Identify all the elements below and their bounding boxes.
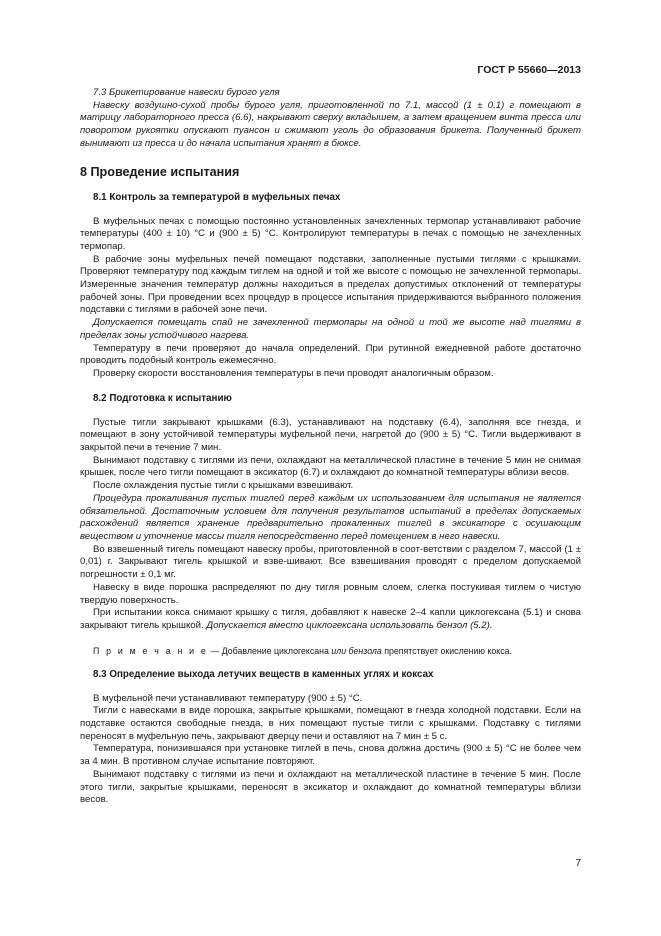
section-8-2-paragraph-3: После охлаждения пустые тигли с крышками взвешивают.: [93, 480, 354, 492]
section-8-1-paragraph-3: Допускается помещать спай не зачехленной термопары на одной и той же высоте над тиглями в пределах зоны устойчивого нагрева.: [80, 317, 581, 341]
page-number: 7: [575, 858, 581, 869]
section-8-1-paragraph-4: Температуру в печи проверяют до начала определений. При рутинной ежедневной работе достаточно проводить подобный контроль ежемесячно.: [80, 342, 581, 367]
section-8-2-paragraph-6: Навеску в виде порошка распределяют по дну тигля ровным слоем, слегка постукивая тиглем о чистую твердую поверхность.: [80, 581, 581, 606]
section-8-3-heading: 8.3 Определение выхода летучих веществ в каменных углях и коксах: [93, 668, 434, 680]
section-7-3-title: 7.3 Брикетирование навески бурого угля: [93, 87, 280, 98]
section-8-3-paragraph-1: В муфельной печи устанавливают температуру (900 ± 5) °С.: [93, 692, 363, 704]
section-8-3-paragraph-3: Температура, понизившаяся при установке тиглей в печь, снова должна достичь (900 ± 5) °С не более чем за 4 мин. В противном случае испытание повторяют.: [80, 743, 581, 768]
section-8-2-paragraph-4: Процедура прокаливания пустых тиглей перед каждым их использованием для испытания не является обязательной. Достаточным условием для получения результатов испытаний в пределах допускаемых расхождений является хранение предварительно прокаленных тиглей в эксикаторе с осушающим веществом и уточнение массы тигля непосредственно перед помещением в него навески.: [80, 492, 581, 542]
section-8-3-paragraph-2: Тигли с навесками в виде порошка, закрытые крышками, помещают в гнезда холодной подставки. Если на подставке остаются свободные гнезда, в них помещают пустые тигли с крышками. Подставку с тиглями переносят в муфельную печь, закрывают дверцу печи и оставляют на 7 мин ± 5 с.: [80, 705, 581, 742]
note-text-2: препятствует окислению кокса.: [381, 645, 512, 656]
section-8-1-paragraph-5: Проверку скорости восстановления температуры в печи проводят аналогичным образом.: [93, 367, 494, 379]
section-8-2-paragraph-5: Во взвешенный тигель помещают навеску пробы, приготовленной в соот-ветствии с разделом 7, массой (1 ± 0,01) г. Закрывают тигель крышкой и взве-шивают. Все взвешивания проводят с пределом допускаемой погрешности ± 0,1 мг.: [80, 543, 581, 581]
document-body: [80, 80, 581, 807]
note-text-italic: или бензола: [331, 645, 382, 656]
section-8-1-heading: 8.1 Контроль за температурой в муфельных печах: [93, 191, 341, 203]
paragraph-7-text: При испытании кокса снимают крышку с тигля, добавляют к навеске 2–4 капли циклогексана (5.1) и снова закрывают тигель крышкой.: [80, 607, 581, 631]
standard-header: ГОСТ Р 55660—2013: [477, 64, 581, 76]
note-label: П р и м е ч а н и е: [93, 645, 209, 656]
section-8-2-paragraph-7: [80, 607, 581, 632]
section-8-heading: 8 Проведение испытания: [80, 164, 240, 179]
section-8-1-paragraph-2: В рабочие зоны муфельных печей помещают подставки, заполненные пустыми тиглями с крышками. Проверяют температуру под каждым тиглем на одной и той же высоте с помощью не зачехленной термопары. Измеренные значения температур должны находиться в пределах допустимых отклонений от температуры рабочей зоны. При проведении всех процедур в процессе испытания придерживаются выбранного положения подставки с тиглями в рабочей зоне печи.: [80, 253, 581, 316]
section-8-2-paragraph-2: Вынимают подставку с тиглями из печи, охлаждают на металлической пластине в течение 5 мин не снимая крышек, после чего тигли помещают в эксикатор (6.7) и охлаждают до комнатной температуры вблизи весов.: [80, 454, 581, 479]
section-8-1-paragraph-1: В муфельных печах с помощью постоянно установленных зачехленных термопар устанавливают рабочие температуры (400 ± 10) °С и (900 ± 5) °С. Контролируют температуры в печах с помощью не зачехленных термопар.: [80, 215, 581, 252]
section-8-2-paragraph-1: Пустые тигли закрывают крышками (6.3), устанавливают на подставку (6.4), заполняя все гнезда, и помещают в зону устойчивой температуры муфельной печи, нагретой до (900 ± 5) °С. Тигли выдерживают в закрытой печи в течение 7 мин.: [80, 416, 581, 454]
paragraph-7-italic-text: Допускается вместо циклогексана использовать бензол (5.2).: [206, 619, 493, 631]
note-paragraph: [80, 645, 581, 657]
note-text-1: — Добавление циклогексана: [208, 645, 332, 656]
section-8-2-heading: 8.2 Подготовка к испытанию: [93, 392, 232, 404]
section-7-3-paragraph: Навеску воздушно-сухой пробы бурого угля, приготовленной по 7.1, массой (1 ± 0,1) г помещают в матрицу лабораторного пресса (6.6), накрывают сверху вкладышем, а затем вращением винта пресса или поворотом рукоятки опускают пуансон и сжимают уголь до образования брикета. Полученный брикет вынимают из пресса и до начала испытания хранят в бюксе.: [80, 99, 581, 149]
section-8-3-paragraph-4: Вынимают подставку с тиглями из печи и охлаждают на металлической пластине в течение 5 мин. После этого тигли, закрытые крышками, переносят в эксикатор и охлаждают до комнатной температуры вблизи весов.: [80, 768, 581, 806]
